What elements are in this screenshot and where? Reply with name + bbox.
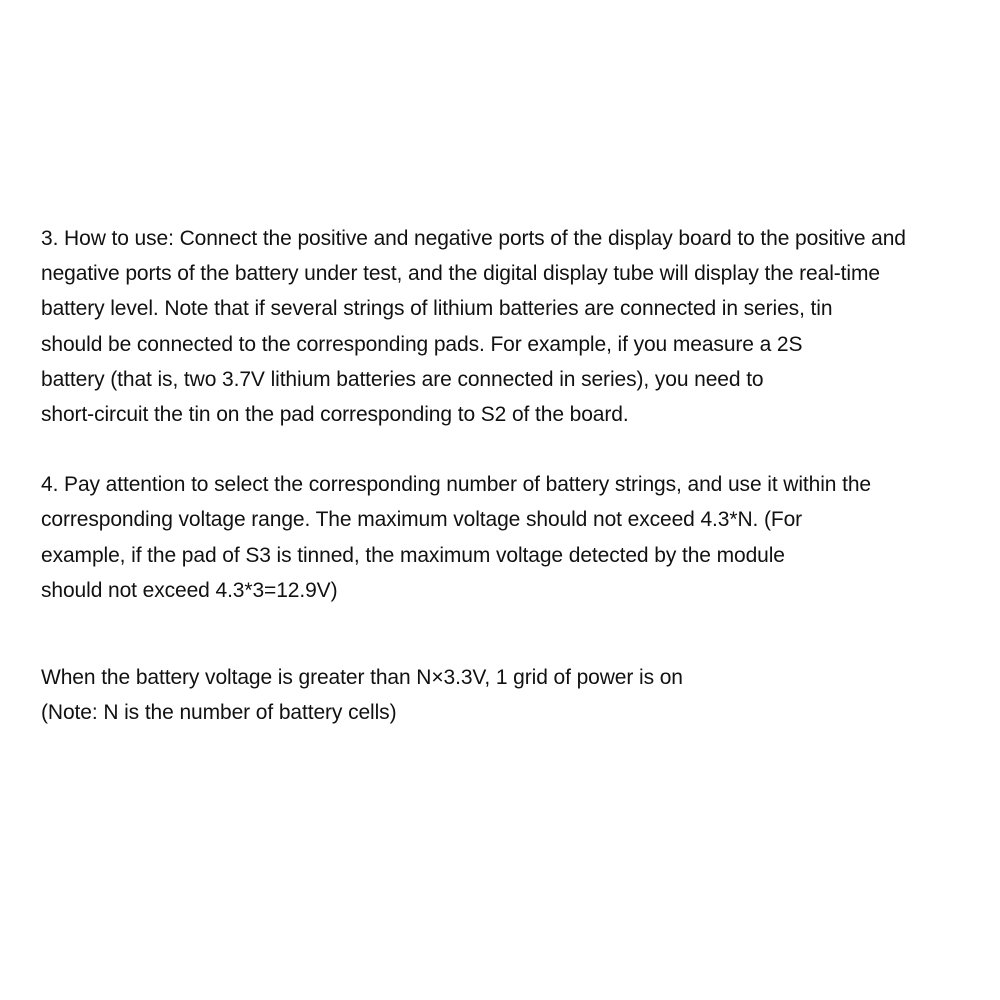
paragraph-how-to-use [41,221,991,432]
document-body [41,221,991,730]
text-line: corresponding voltage range. The maximum voltage should not exceed 4.3*N. (For [41,508,803,532]
text-line: example, if the pad of S3 is tinned, the maximum voltage detected by the module [41,543,785,567]
paragraph-spacer [41,608,991,660]
text-line: 3. How to use: Connect the positive and negative ports of the display board to the positive and [41,227,906,250]
text-line: battery (that is, two 3.7V lithium batteries are connected in series), you need to [41,367,764,391]
text-line: (Note: N is the number of battery cells) [41,701,397,725]
text-line: negative ports of the battery under test, and the digital display tube will display the real-time [41,262,880,286]
text-line: should be connected to the corresponding pads. For example, if you measure a 2S [41,332,803,356]
paragraph-power-grid-note [41,660,991,730]
text-line: 4. Pay attention to select the corresponding number of battery strings, and use it within the [41,473,872,497]
text-line: short-circuit the tin on the pad corresponding to S2 of the board. [41,403,629,427]
text-line: When the battery voltage is greater than N×3.3V, 1 grid of power is on [41,666,683,690]
paragraph-attention [41,467,991,608]
text-line: should not exceed 4.3*3=12.9V) [41,578,338,602]
paragraph-spacer [41,432,991,467]
text-line: battery level. Note that if several strings of lithium batteries are connected in series, tin [41,297,833,321]
